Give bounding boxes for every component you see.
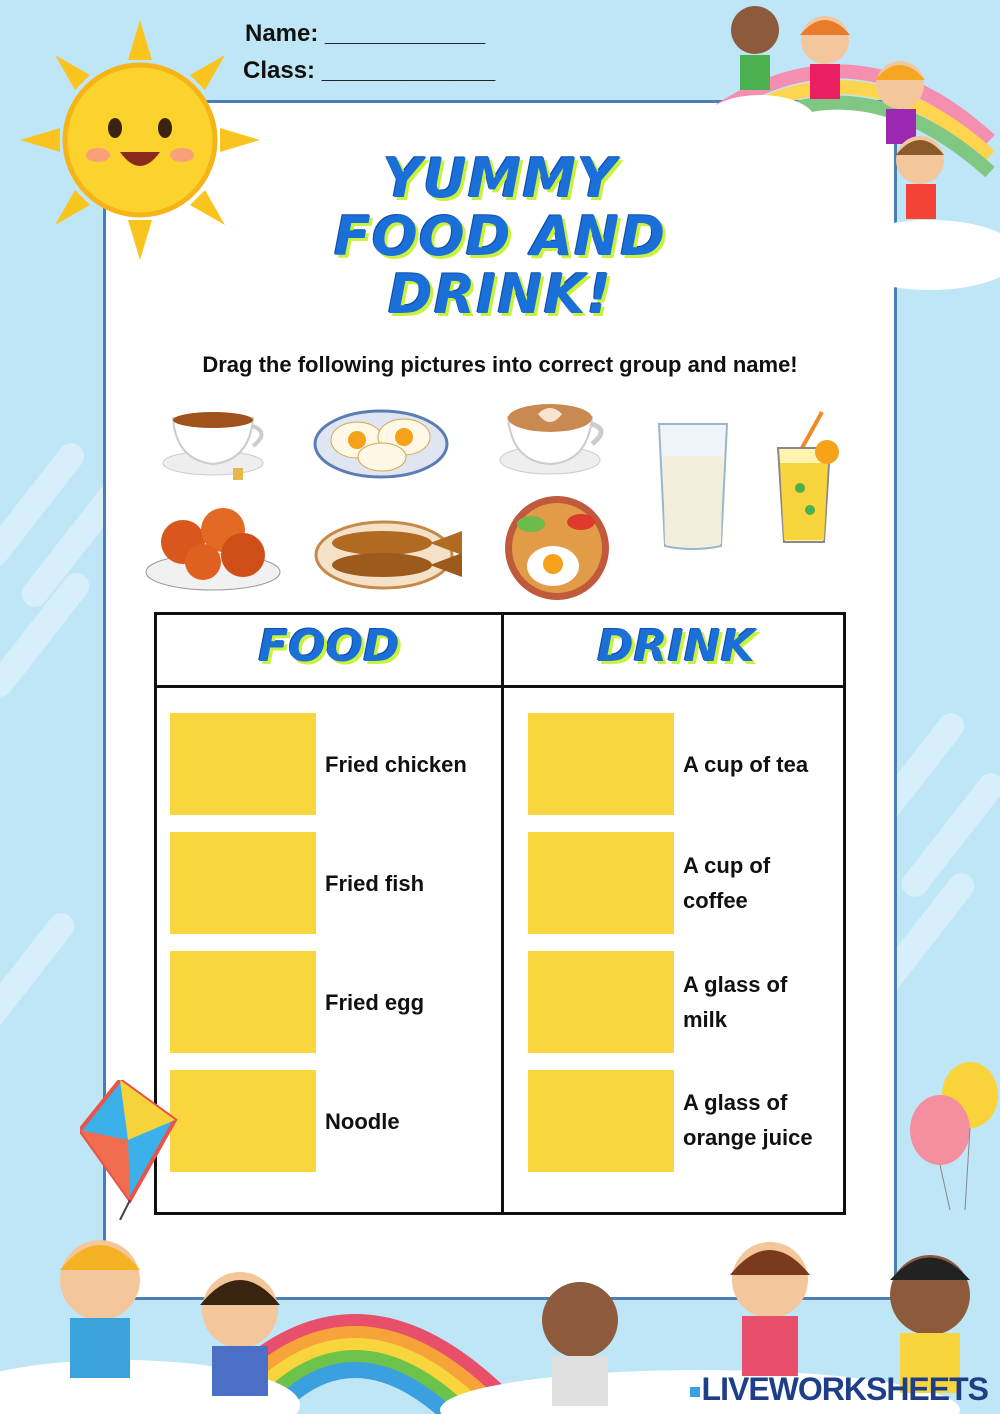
coffee-cup-icon[interactable] (498, 392, 608, 482)
drink-drop-slot[interactable] (528, 1070, 674, 1172)
food-item-label: Noodle (325, 1109, 400, 1134)
fried-chicken-icon[interactable] (143, 500, 283, 592)
drink-column-header: DRINK (597, 621, 755, 672)
drink-drop-slot[interactable] (528, 713, 674, 815)
food-column-header: FOOD (258, 621, 400, 672)
sorting-table (154, 612, 846, 1215)
instruction-text: Drag the following pictures into correct group and name! (202, 352, 798, 377)
title-line-3: DRINK! (387, 263, 613, 326)
drink-drop-slot[interactable] (528, 832, 674, 934)
fried-fish-icon[interactable] (312, 513, 470, 591)
header-divider (157, 685, 843, 688)
food-drop-slot[interactable] (170, 1070, 316, 1172)
food-item-label: Fried fish (325, 871, 425, 896)
brand-logo-text: LIVEWORKSHEETS (701, 1371, 988, 1407)
food-item-label: Fried egg (325, 990, 425, 1015)
tea-cup-icon[interactable] (158, 398, 268, 488)
worksheet-title (0, 147, 1000, 326)
class-field-label[interactable]: Class: _____________ (243, 57, 496, 84)
brand-logo-mark (690, 1387, 700, 1397)
balloons-icon (905, 1060, 1000, 1210)
name-field-label[interactable]: Name: ____________ (245, 20, 486, 47)
food-drop-slot[interactable] (170, 713, 316, 815)
kite-icon (80, 1080, 180, 1220)
drink-drop-slot[interactable] (528, 951, 674, 1053)
column-divider (501, 615, 504, 1212)
drink-item-label: A glass of milk (683, 972, 788, 1032)
drink-item-label: A cup of tea (683, 752, 809, 777)
drink-item-label: A glass of orange juice (683, 1090, 813, 1150)
drink-item-label: A cup of coffee (683, 853, 771, 913)
orange-juice-icon[interactable] (772, 408, 842, 548)
fried-egg-plate-icon[interactable] (312, 402, 450, 480)
milk-glass-icon[interactable] (655, 420, 731, 552)
food-item-label: Fried chicken (325, 752, 467, 777)
title-line-1: YUMMY (382, 147, 618, 210)
food-drop-slot[interactable] (170, 832, 316, 934)
title-line-2: FOOD AND (333, 205, 667, 268)
noodle-icon[interactable] (501, 496, 613, 600)
brand-logo (690, 1371, 988, 1408)
food-drop-slot[interactable] (170, 951, 316, 1053)
